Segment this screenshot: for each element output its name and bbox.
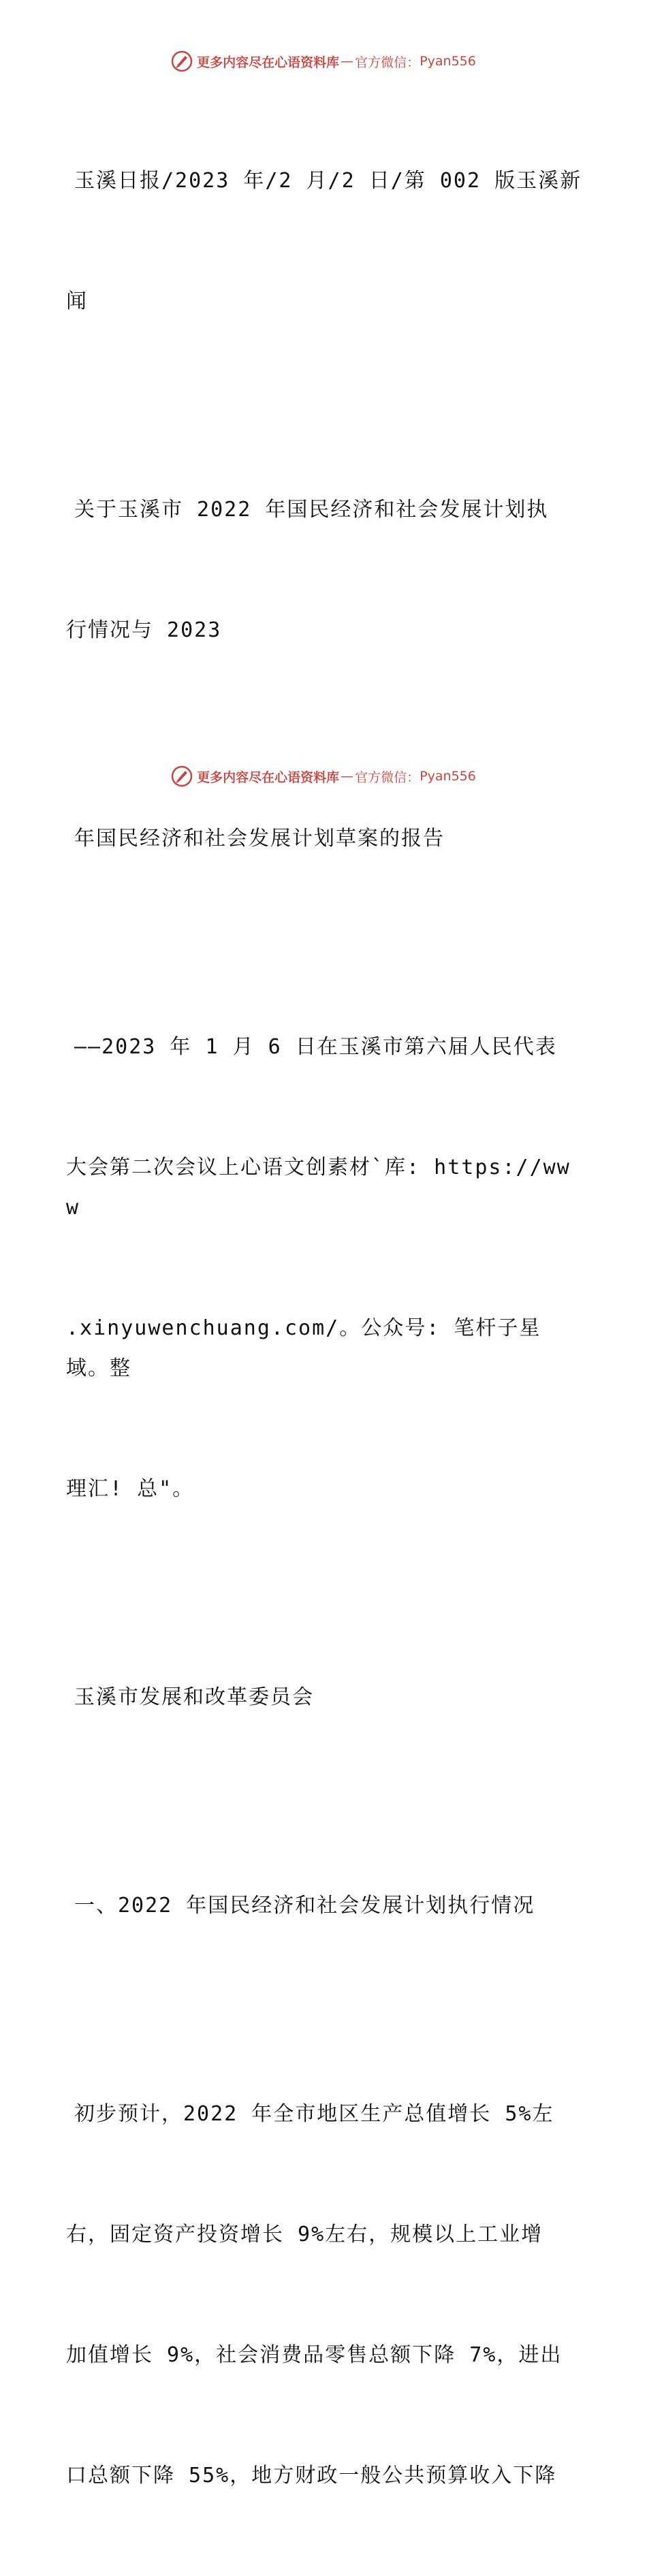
quill-seal-icon bbox=[171, 50, 193, 72]
text-line: .xinyuwenchuang.com/。公众号: 笔杆子星域。整 bbox=[66, 1316, 541, 1380]
banner-wechat-label: 官方微信： bbox=[355, 769, 420, 785]
text-line: 大会第二次会议上心语文创素材`库: https://www bbox=[66, 1156, 571, 1220]
document-body bbox=[66, 80, 584, 2576]
text-line: ——2023 年 1 月 6 日在玉溪市第六届人民代表 bbox=[74, 1035, 557, 1059]
text-line: 右，固定资产投资增长 9%左右，规模以上工业增 bbox=[66, 2223, 543, 2246]
text-line: 行情况与 2023 bbox=[66, 618, 222, 642]
banner-wechat-label: 官方微信： bbox=[355, 54, 420, 70]
text-line: 玉溪市发展和改革委员会 bbox=[74, 1685, 314, 1709]
source-line bbox=[66, 80, 584, 402]
text-line: 口总额下降 55%，地方财政一般公共预算收入下降 bbox=[66, 2464, 557, 2487]
section-heading bbox=[66, 1805, 584, 2006]
text-line: 玉溪日报/2023 年/2 月/2 日/第 002 版玉溪新 bbox=[74, 169, 582, 193]
text-line: 关于玉溪市 2022 年国民经济和社会发展计划执 bbox=[74, 498, 549, 522]
report-title bbox=[66, 409, 584, 731]
text-line: 年国民经济和社会发展计划草案的报告 bbox=[74, 827, 445, 850]
banner-slogan: 更多内容尽在心语资料库 bbox=[197, 54, 340, 70]
header-banner bbox=[0, 48, 647, 75]
body-paragraph bbox=[66, 2014, 584, 2576]
text-line: 初步预计，2022 年全市地区生产总值增长 5%左 bbox=[74, 2102, 554, 2126]
quill-seal-icon bbox=[171, 765, 193, 787]
text-line: 加值增长 9%，社会消费品零售总额下降 7%，进出 bbox=[66, 2343, 563, 2367]
banner-wechat-handle: Pyan556 bbox=[420, 54, 476, 69]
text-line: 理汇! 总"。 bbox=[66, 1477, 195, 1501]
footer-banner bbox=[0, 763, 647, 790]
banner-wechat-handle: Pyan556 bbox=[420, 769, 476, 784]
banner-dash: — bbox=[341, 54, 354, 69]
report-occasion bbox=[66, 947, 584, 1589]
banner-dash: — bbox=[341, 769, 354, 784]
text-line: 闻 bbox=[66, 289, 88, 313]
issuing-agency bbox=[66, 1597, 584, 1798]
text-line: 一、2022 年国民经济和社会发展计划执行情况 bbox=[74, 1894, 535, 1918]
banner-slogan: 更多内容尽在心语资料库 bbox=[197, 769, 340, 785]
